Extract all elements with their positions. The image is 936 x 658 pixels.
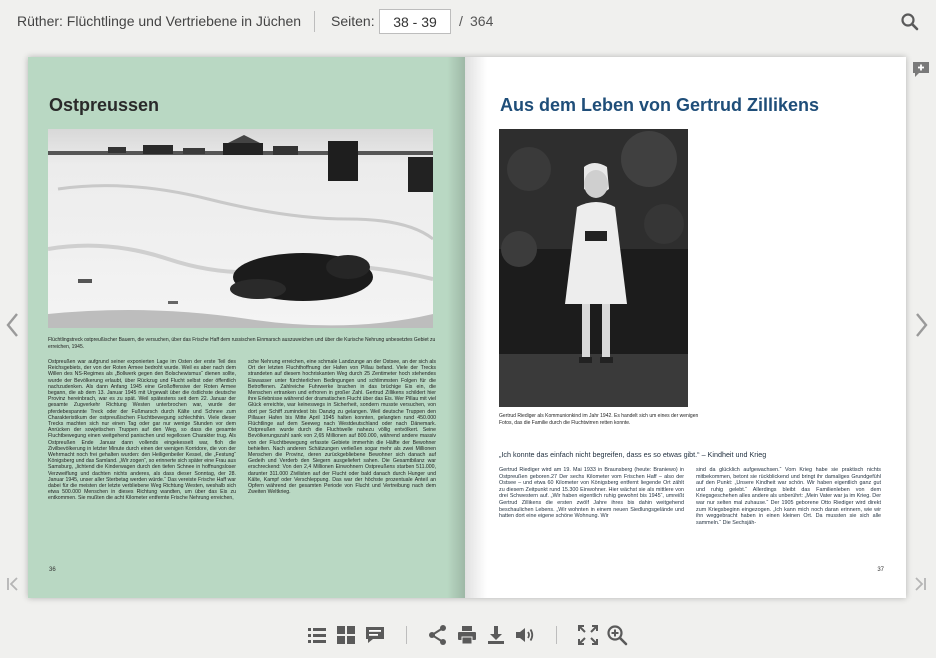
- list-icon: [306, 624, 328, 646]
- right-page-number: 37: [877, 567, 884, 573]
- right-text-column-1: Gertrud Riediger wird am 19. Mai 1933 in Braunsberg (heute: Braniewo) in Ostpreußen geboren.27 Der sechs Kilometer vom Frischen Haff – also der Ostsee – und etwa 60 Kilometer von Königsberg entfernt liegende Ort zählt zu diesem Zeitpunkt rund 15.300 Einwohner. Hier wächst sie als mittlere von drei Schwestern auf. „Wir haben eigentlich ruhig gewohnt bis 1945“, umreißt Gertrud Zillikens die ersten zwölf Jahre ihres bis dahin weitgehend beschaulichen Lebens. „Wir wohnten in einem neuen Siedlungsgelände und hatten dort eine eigene schöne Wohnung. Wir: [499, 467, 684, 520]
- add-comment-button[interactable]: [912, 61, 930, 79]
- refugee-trek-photo: [48, 129, 433, 328]
- communion-portrait-photo: [499, 129, 688, 407]
- left-text-columns: [48, 359, 436, 554]
- total-pages: 364: [470, 13, 494, 29]
- previous-page-button[interactable]: [4, 311, 22, 339]
- bottom-toolbar: [0, 620, 936, 650]
- chapter-quote: „Ich konnte das einfach nicht begreifen, dass es so etwas gibt.“ – Kindheit und Krieg: [499, 450, 767, 459]
- first-page-icon: [5, 576, 21, 592]
- right-page[interactable]: [465, 57, 906, 598]
- toolbar-divider: [556, 626, 557, 644]
- download-button[interactable]: [485, 624, 507, 646]
- right-text-columns: [499, 467, 881, 559]
- print-button[interactable]: [456, 624, 478, 646]
- left-text-column-1: Ostpreußen war aufgrund seiner exponierten Lage im Osten der erste Teil des Reichsgebiets, der von der Roten Armee bedroht wurde. Weil es aber nach dem Willen des NS-Regimes als „Bollwerk gegen den Bolschewismus“ dienen sollte, wurde der Bevölkerung erlaubt, über Rückzug und Flucht selbst oder öffentlich nachzudenken. Als dann Anfang 1945 eine Großoffensive der Roten Armee begann, die ab dem 13. Januar 1945 mit Urgewalt über die östlichste deutsche Provinz hereinbrach, war es zu spät. Weil spätestens seit dem 22. Januar der gesamte Zugverkehr Richtung Westen unterbrochen war, wurde der pferdebespannte Treck oder der Fußmarsch durch Kälte und Schnee zum Charakteristikum der ostpreußischen Fluchtbewegung schlechthin. Viele dieser Trecks machten sich nur einen Tag oder gar nur wenige Stunden vor dem Anrücken der sowjetischen Truppen auf den Weg, so dass die gesamte Fluchtbewegung einen weitgehend panischen und regellosen Charakter trug. Als Ostpreußen Ende Januar dann vollends eingekesselt war, floh die Zivilbevölkerung in letzter Minute durch einen der wenigen Korridore, die von der Wehrmacht noch frei gehalten wurden: den Heiligenbeiler Kessel, die „Festung“ Königsberg und das Samland. „Wir zogen“, so erinnerte sich später eine Frau aus Samsburg, „lichtend die Kinderwagen durch den tiefen Schnee in hoffnungsloser Verzweiflung und dachten nichts anderes, als dass dieser Sonntag, der 28. Januar 1945, unser aller Sterbetag werden würde.“ Das vereiste Frische Haff war dabei für die meisten der letzte verbliebene Weg Richtung Westen, weshalb sich etwa 500.000 Menschen in dieses Richtung wandten, um über das Eis zu entkommen. Sie mußten die acht Kilometer entfernte Frische Nehrung erreichen,: [48, 359, 236, 502]
- audio-button[interactable]: [514, 624, 536, 646]
- thumbnails-button[interactable]: [335, 624, 357, 646]
- first-page-button[interactable]: [5, 576, 21, 592]
- share-icon: [427, 624, 449, 646]
- download-icon: [485, 624, 507, 646]
- left-page[interactable]: [28, 57, 465, 598]
- print-icon: [456, 624, 478, 646]
- book-spread: [28, 57, 906, 598]
- right-text-column-2: sind da glücklich aufgewachsen.“ Vom Krieg habe sie praktisch nichts mitbekommen, betont sie rückblickend und bringt ihr damaliges Grundgefühl auf den Punkt: „Unsere Kindheit war schön. Wir haben eigentlich ganz gut und ruhig gelebt.“ Allerdings bleibt das Familienleben von dem Kriegsgeschehen alles andere als unberührt: „Mein Vater war ja im Krieg. Der war nur selten mal zuhause.“ Der 1905 geborene Otto Riediger wird direkt zum Kriegsbeginn eingezogen. „Ich kann mich noch daran erinnern, wie wir ihn weggebracht haben in einen kleinen Ort. Da mussten sie sich alle sammeln.“ Die Sechsjäh-: [696, 467, 881, 526]
- page-gutter-shadow: [447, 57, 465, 598]
- search-icon: [900, 12, 920, 32]
- toolbar-divider: [406, 626, 407, 644]
- fullscreen-icon: [577, 624, 599, 646]
- table-of-contents-button[interactable]: [306, 624, 328, 646]
- left-photo-caption: Flüchtlingstreck ostpreußischer Bauern, die versuchen, über das Frische Haff dem russischen Einmarsch auszuweichen und über die Kurische Nehrung unbesetztes Gebiet zu erreichen, 1945.: [48, 337, 436, 350]
- zoom-in-button[interactable]: [606, 624, 628, 646]
- page-gutter-shadow: [465, 57, 487, 598]
- next-page-button[interactable]: [912, 311, 930, 339]
- left-text-column-2: sche Nehrung erreichen, eine schmale Landzunge an der Ostsee, an der sich als Ort der letzten Fluchthoffnung der Hafen von Pillau befand. Viele der Trecks strandeten auf diesem hochriskanten Weg durch 25 Zentimeter hoch stehendes Eiswasser unter fürchterlichen Bedingungen und schlimmsten Folgen für die Betroffenen. Zahlreiche Fuhrwerke brachen in das brüchige Eis ein, die Menschen ertranken und erfroren in großer Zahl. Gertrud Zillikens schildert hier ihre Erlebnisse während der dramatischen Flucht über das Eis. Wer Pillau mit viel Glück erreichte, war keineswegs in Sicherheit, sondern musste versuchen, von dort per Schiff zumindest bis Danzig zu gelangen. Weil deutsche Truppen den Pillauer Hafen bis Mitte April 1945 halten konnten, gelangten rund 450.000 Flüchtlinge auf dem Seeweg nach Westdeutschland oder nach Dänemark. Ostpreußen wurde durch die Fluchtwelle nahezu völlig entvölkert. Seine Bevölkerungszahl sank von 2,65 Millionen auf 800.000, während andere massiv von der Fluchtbewegung erfasste Gebiete immerhin die Hälfte der Bewohner behielten. Nach anderen Schätzungen verließen sogar mehr als zwei Millionen Menschen die Provinz, deren zurückgebliebene Bewohner sich danach auf Gedeih und Verderb den Siegern ausgeliefert sahen. Die Gesamtbilanz war erschreckend: Von den 2,4 Millionen Einwohnern Ostpreußens starben 511.000, darunter 311.000 Zivilisten auf der Flucht oder bald danach durch Hunger und Kälte, Kampf oder Verschleppung. Das war der höchste prozentuale Anteil an Opfern während der gesamten Periode von Flucht und Vertreibung nach dem Zweiten Weltkrieg.: [248, 359, 436, 496]
- chevron-right-icon: [912, 311, 930, 339]
- pages-label: Seiten:: [331, 13, 375, 29]
- chevron-left-icon: [4, 311, 22, 339]
- page-separator: /: [459, 13, 463, 29]
- fullscreen-button[interactable]: [577, 624, 599, 646]
- share-button[interactable]: [427, 624, 449, 646]
- comment-icon: [364, 624, 386, 646]
- grid-icon: [335, 624, 357, 646]
- left-page-heading: Ostpreussen: [49, 95, 160, 115]
- top-bar: [0, 0, 936, 44]
- right-page-heading: Aus dem Leben von Gertrud Zillikens: [500, 95, 820, 115]
- right-photo-caption: Gertrud Riediger als Kommunionkind im Jahr 1942. Es handelt sich um eines der wenigen Fotos, das die Familie durch die Fluchtwirren retten konnte.: [499, 413, 699, 426]
- document-title: Rüther: Flüchtlinge und Vertriebene in Jüchen: [17, 13, 302, 29]
- left-page-number: 36: [49, 567, 56, 573]
- add-comment-icon: [912, 61, 930, 79]
- search-button[interactable]: [900, 12, 920, 32]
- page-number-input[interactable]: [379, 9, 451, 34]
- divider: [314, 11, 315, 32]
- zoom-in-icon: [606, 624, 628, 646]
- last-page-icon: [912, 576, 928, 592]
- speaker-icon: [514, 624, 536, 646]
- notes-button[interactable]: [364, 624, 386, 646]
- last-page-button[interactable]: [912, 576, 928, 592]
